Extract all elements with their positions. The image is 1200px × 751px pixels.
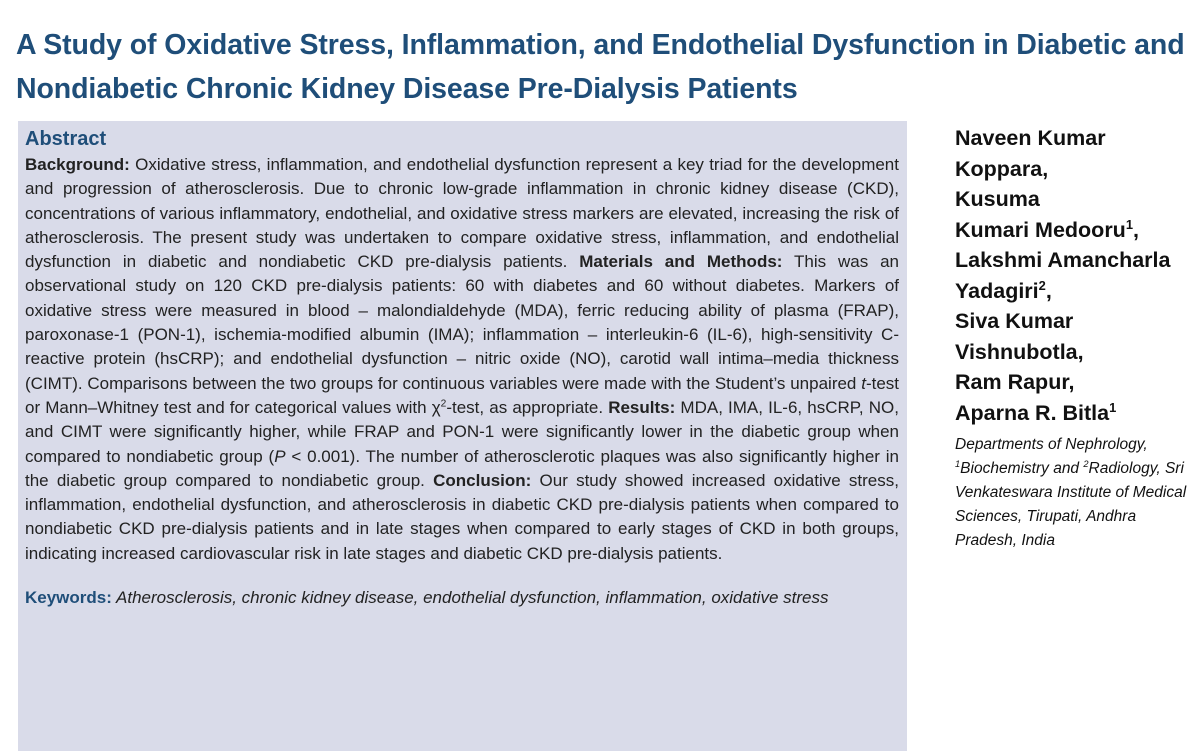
conclusion-label: Conclusion: <box>433 470 532 490</box>
author-line: Lakshmi Amancharla <box>955 248 1171 272</box>
author-line: Kusuma <box>955 187 1040 211</box>
author-line: Vishnubotla, <box>955 339 1084 364</box>
results-text: MDA, IMA, IL-6, hsCRP, NO, and CIMT were significantly higher, while FRAP and PON-1 were significantly lower in the diabetic group when compared to nondiabetic group ( <box>25 397 899 466</box>
keywords-label: Keywords: <box>25 588 112 608</box>
abstract-box <box>18 121 907 751</box>
results-label: Results: <box>608 397 676 417</box>
methods-text-2: -test or Mann–Whitney test and for categorical values with χ <box>25 373 899 417</box>
methods-label: Materials and Methods: <box>579 252 783 272</box>
conclusion-text: Our study showed increased oxidative stress, inflammation, endothelial dysfunction, and atherosclerosis in diabetic CKD pre-dialysis patients when compared to nondiabetic CKD pre-dialysis patients and in late stages when compared to early stages of CKD in both groups, indicating increased cardiovascular risk in late stages and diabetic CKD pre-dialysis patients. <box>25 470 899 563</box>
article-title: A Study of Oxidative Stress, Inflammation, and Endothelial Dysfunction in Diabetic and Nondiabetic Chronic Kidney Disease Pre-Dialysis Patients <box>16 29 1185 106</box>
author-line: Yadagiri$^2$, <box>955 277 1052 303</box>
keywords <box>25 586 899 610</box>
abstract-heading: Abstract <box>25 128 107 150</box>
keywords-text: Atherosclerosis, chronic kidney disease, endothelial dysfunction, inflammation, oxidative stress <box>111 588 829 608</box>
author-list <box>955 123 1190 428</box>
background-label: Background: <box>25 155 130 174</box>
abstract-body <box>25 153 899 566</box>
author-line: Kumari Medooru$^1$, <box>955 216 1139 242</box>
affiliation: Departments of Nephrology, $^1$Biochemistry and $^2$Radiology, Sri Venkateswara Institute of Medical Sciences, Tirupati, Andhra Pradesh, India <box>955 436 1187 549</box>
results-text-2: < 0.001). The number of atherosclerotic plaques was also significantly higher in the diabetic group compared to nondiabetic group. <box>25 446 899 490</box>
author-line: Aparna R. Bitla$^1$ <box>955 399 1117 425</box>
methods-text: This was an observational study on 120 CKD pre-dialysis patients: 60 with diabetes and 60 without diabetes. Markers of oxidative stress were measured in blood – malondialdehyde (MDA), ferric reducing ability of plasma (FRAP), paroxonase-1 (PON-1), ischemia-modified albumin (IMA); inflammation – interleukin-6 (IL-6), high-sensitivity C-reactive protein (hsCRP); and endothelial dysfunction – nitric oxide (NO), carotid wall intima–media thickness (CIMT). Comparisons between the two groups for continuous variables were made with the Student’s unpaired <box>25 252 900 393</box>
t-test-italic: t <box>861 373 866 393</box>
chi-square-superscript: 2 <box>440 398 447 410</box>
p-value-italic: P <box>274 446 286 466</box>
author-line: Siva Kumar <box>955 309 1074 333</box>
author-line: Koppara, <box>955 156 1049 181</box>
author-line: Naveen Kumar <box>955 126 1106 150</box>
background-text: Oxidative stress, inflammation, and endothelial dysfunction represent a key triad for the development and progression of atherosclerosis. Due to chronic low-grade inflammation in chronic kidney disease (CKD), concentrations of various inflammatory, endothelial, and oxidative stress markers are elevated, increasing the risk of atherosclerosis. The present study was undertaken to compare oxidative stress, inflammation, and endothelial dysfunction in diabetic and nondiabetic CKD pre-dialysis patients. <box>25 155 899 272</box>
author-line: Ram Rapur, <box>955 370 1075 394</box>
methods-text-3: -test, as appropriate. <box>446 397 609 417</box>
